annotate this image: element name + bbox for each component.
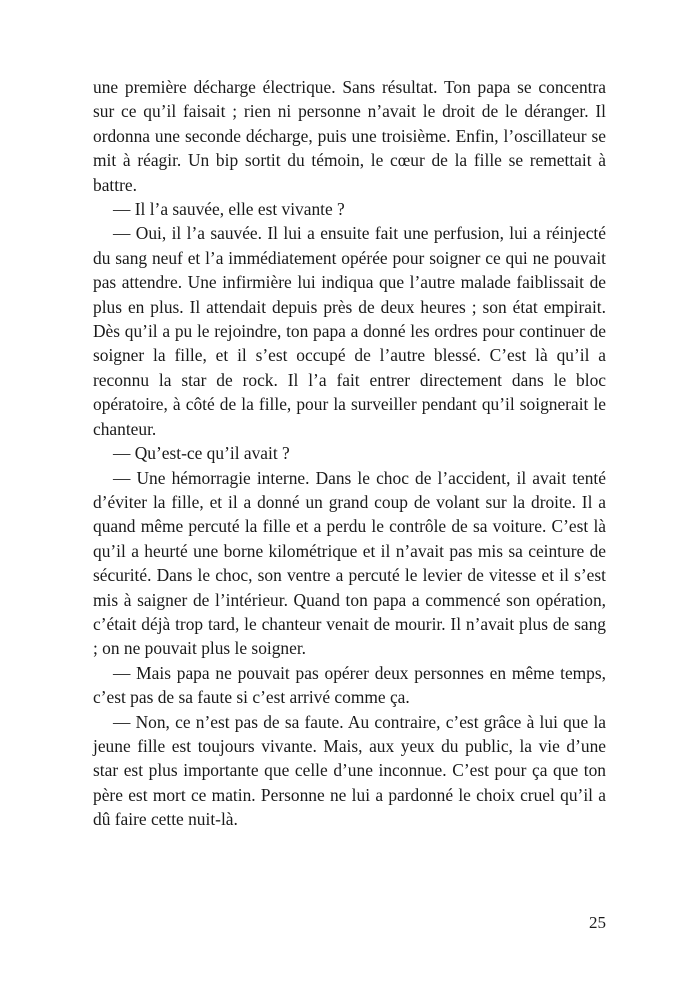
dialogue-line: — Il l’a sauvée, elle est vivante ? xyxy=(113,199,345,220)
page-body xyxy=(93,75,606,832)
dialogue-line: — Qu’est-ce qu’il avait ? xyxy=(113,443,290,464)
dialogue-line: — Mais papa ne pouvait pas opérer deux personnes en même temps, c’est pas de sa faute si c’est arrivé comme ça. xyxy=(93,662,606,708)
paragraph-continuation: une première décharge électrique. Sans résultat. Ton papa se concentra sur ce qu’il faisait ; rien ni personne n’avait le droit de le déranger. Il ordonna une seconde décharge, puis une troisième. Enfin, l’oscillateur se mit à réagir. Un bip sortit du témoin, le cœur de la fille se remettait à battre. xyxy=(93,77,606,195)
dialogue-line: — Une hémorragie interne. Dans le choc de l’accident, il avait tenté d’éviter la fille, et il a donné un grand coup de volant sur la droite. Il a quand même percuté la fille et a perdu le contrôle de sa voiture. C’est là qu’il a heurté une borne kilométrique et il n’avait pas mis sa ceinture de sécurité. Dans le choc, son ventre a percuté le levier de vitesse et il s’est mis à saigner de l’intérieur. Quand ton papa a commencé son opération, c’était déjà trop tard, le chanteur venait de mourir. Il n’avait plus de sang ; on ne pouvait plus le soigner. xyxy=(93,467,606,659)
page-number: 25 xyxy=(589,913,606,932)
dialogue-line: — Non, ce n’est pas de sa faute. Au contraire, c’est grâce à lui que la jeune fille est toujours vivante. Mais, aux yeux du public, la vie d’une star est plus importante que celle d’une inconnue. C’est pour ça que ton père est mort ce matin. Personne ne lui a pardonné le choix cruel qu’il a dû faire cette nuit-là. xyxy=(93,711,606,830)
dialogue-line: — Oui, il l’a sauvée. Il lui a ensuite fait une perfusion, lui a réinjecté du sang neuf et l’a immédiatement opérée pour soigner ce qui ne pouvait pas attendre. Une infirmière lui indiqua que l’autre malade faiblissait de plus en plus. Il attendait depuis près de deux heures ; son état empirait. Dès qu’il a pu le rejoindre, ton papa a donné les ordres pour continuer de soigner la fille, et il s’est occupé de l’autre blessé. C’est là qu’il a reconnu la star de rock. Il l’a fait entrer directement dans le bloc opératoire, à côté de la fille, pour la surveiller pendant qu’il soignerait le chanteur. xyxy=(93,223,606,439)
